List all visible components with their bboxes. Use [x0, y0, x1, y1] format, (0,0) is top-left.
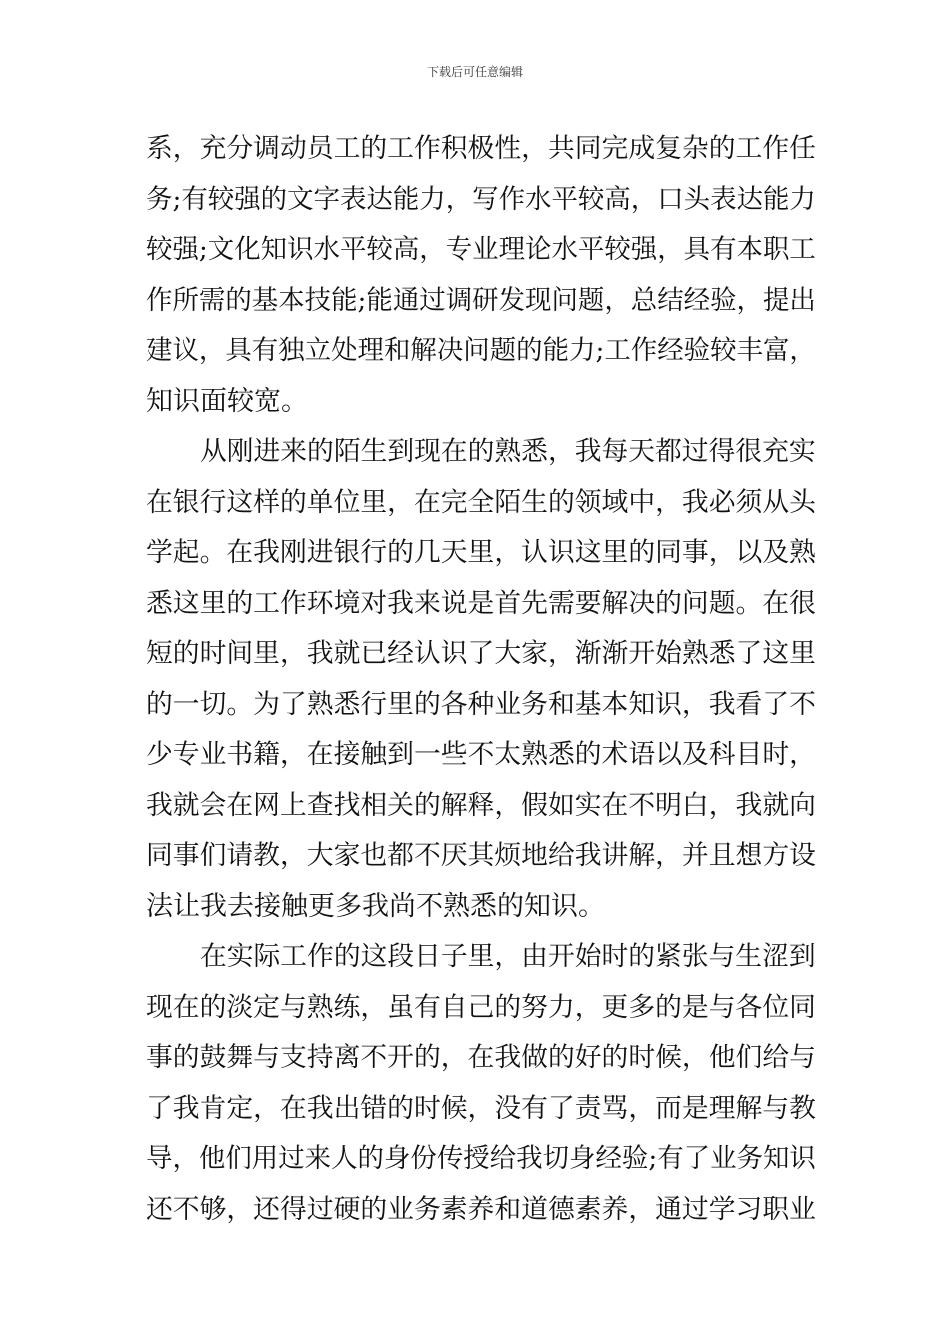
text-line: 悉这里的工作环境对我来说是首先需要解决的问题。在很 — [146, 587, 816, 619]
paragraph-start-line: 从刚进来的陌生到现在的熟悉，我每天都过得很充实 — [200, 436, 816, 467]
text-line: 短的时间里，我就已经认识了大家，渐渐开始熟悉了这里 — [146, 638, 816, 669]
text-line: 导，他们用过来人的身份传授给我切身经验;有了业务知识 — [146, 1143, 816, 1174]
text-line: 事的鼓舞与支持离不开的，在我做的好的时候，他们给与 — [146, 1042, 816, 1073]
paragraph-start-line: 在实际工作的这段日子里，由开始时的紧张与生涩到 — [200, 941, 816, 972]
text-line: 少专业书籍，在接触到一些不太熟悉的术语以及科目时， — [146, 739, 816, 770]
text-line: 我就会在网上查找相关的解释，假如实在不明白，我就向 — [146, 789, 816, 821]
text-line: 务;有较强的文字表达能力，写作水平较高，口头表达能力 — [146, 183, 816, 215]
page-header: 下载后可任意编辑 — [426, 65, 523, 79]
text-line: 在银行这样的单位里，在完全陌生的领域中，我必须从头 — [146, 486, 816, 518]
text-line: 建议，具有独立处理和解决问题的能力;工作经验较丰富， — [146, 335, 816, 366]
text-line: 系，充分调动员工的工作积极性，共同完成复杂的工作任 — [146, 133, 816, 164]
text-line: 知识面较宽。 — [146, 385, 308, 417]
text-line: 法让我去接触更多我尚不熟悉的知识。 — [146, 890, 605, 922]
text-line: 同事们请教，大家也都不厌其烦地给我讲解，并且想方设 — [146, 840, 816, 871]
text-line: 现在的淡定与熟练，虽有自己的努力，更多的是与各位同 — [146, 991, 816, 1023]
document-body — [146, 124, 816, 1235]
text-line: 较强;文化知识水平较高，专业理论水平较强，具有本职工 — [146, 234, 816, 265]
text-line: 了我肯定，在我出错的时候，没有了责骂，而是理解与教 — [146, 1092, 816, 1124]
text-line: 学起。在我刚进银行的几天里，认识这里的同事，以及熟 — [146, 537, 816, 568]
text-line: 还不够，还得过硬的业务素养和道德素养，通过学习职业 — [146, 1193, 816, 1225]
text-line: 作所需的基本技能;能通过调研发现问题，总结经验，提出 — [146, 284, 816, 316]
text-line: 的一切。为了熟悉行里的各种业务和基本知识，我看了不 — [146, 688, 816, 720]
